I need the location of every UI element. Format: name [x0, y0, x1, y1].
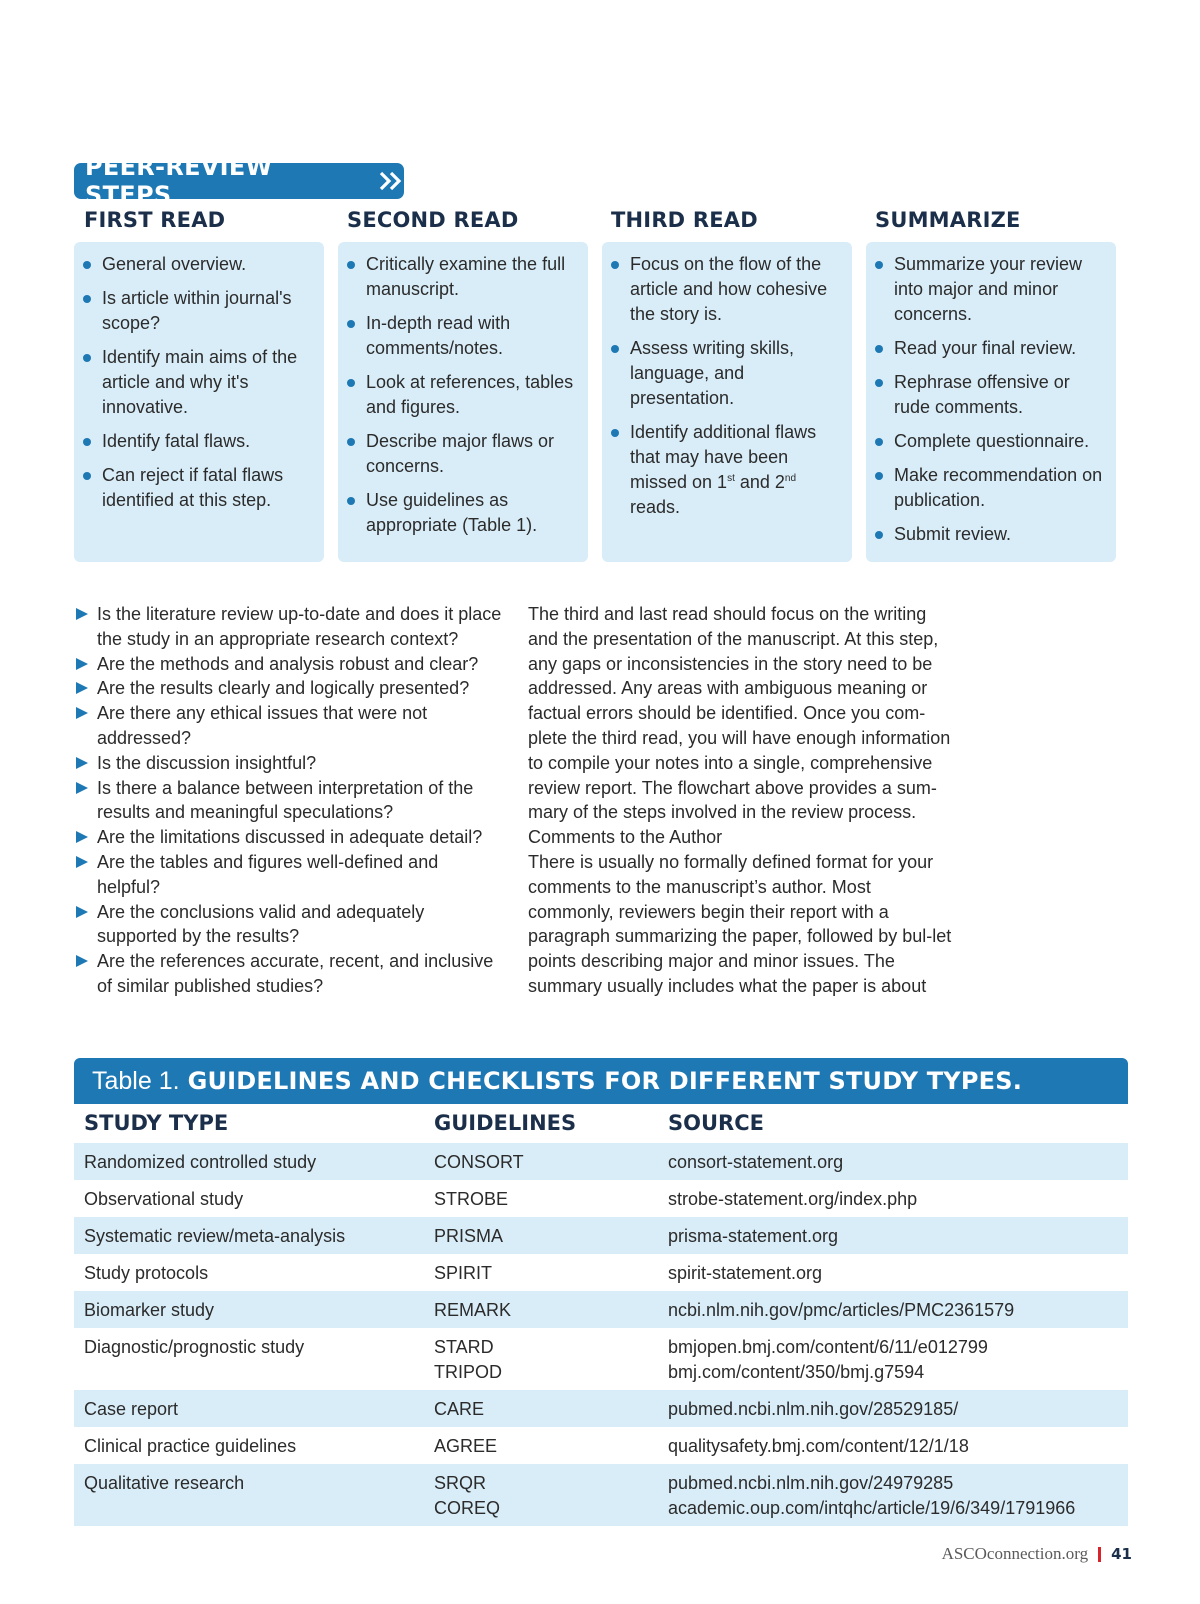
list-item: Are the results clearly and logically presented? — [74, 676, 504, 701]
table-number: Table 1. — [92, 1066, 180, 1095]
step-box-first-read — [74, 242, 324, 562]
bullet-dot-icon — [875, 531, 883, 539]
page-footer — [942, 1544, 1132, 1564]
table-row: Study protocols SPIRIT spirit-statement.org — [84, 1263, 823, 1283]
table-header-row — [74, 1109, 1128, 1143]
list-item: Submit review. — [894, 522, 1106, 547]
bullet-dot-icon — [347, 497, 355, 505]
bullet-dot-icon — [875, 438, 883, 446]
bullet-dot-icon — [347, 320, 355, 328]
step-heading-summarize: SUMMARIZE — [875, 208, 1021, 232]
list-item: Look at references, tables and figures. — [366, 370, 578, 420]
list-item: Read your final review. — [894, 336, 1106, 361]
bullet-dot-icon — [875, 379, 883, 387]
table-row: Qualitative research SRQR COREQ pubmed.ncbi.nlm.nih.gov/24979285 academic.oup.com/intqhc/article/19/6/349/1791966 — [74, 1464, 1128, 1526]
list-item: Make recommendation on publication. — [894, 463, 1106, 513]
list-item: Focus on the flow of the article and how cohesive the story is. — [630, 252, 842, 327]
list-item: Summarize your review into major and minor concerns. — [894, 252, 1106, 327]
table-row: Diagnostic/prognostic study STARD TRIPOD bmjopen.bmj.com/content/6/11/e012799 bmj.com/content/350/bmj.g7594 — [84, 1337, 988, 1382]
bullet-dot-icon — [83, 261, 91, 269]
list-item: Identify fatal flaws. — [102, 429, 314, 454]
step-heading-third-read: THIRD READ — [611, 208, 758, 232]
page-number: 41 — [1111, 1545, 1132, 1563]
step-box-summarize — [866, 242, 1116, 562]
bullet-dot-icon — [83, 295, 91, 303]
footer-site: ASCOconnection.org — [941, 1544, 1089, 1563]
bullet-dot-icon — [347, 438, 355, 446]
list-item: Are there any ethical issues that were not addressed? — [74, 701, 504, 751]
triangle-bullet-icon — [76, 757, 88, 769]
bullet-dot-icon — [611, 261, 619, 269]
table-row: Biomarker study REMARK ncbi.nlm.nih.gov/pmc/articles/PMC2361579 — [74, 1291, 1128, 1328]
column-header-source: SOURCE — [668, 1111, 764, 1135]
comments-subheading: Comments to the Author — [528, 827, 723, 848]
list-item: Identify main aims of the article and why it's innovative. — [102, 345, 314, 420]
list-item: Are the methods and analysis robust and clear? — [74, 652, 504, 677]
triangle-bullet-icon — [76, 955, 88, 967]
bullet-dot-icon — [875, 472, 883, 480]
bullet-dot-icon — [875, 261, 883, 269]
column-header-study-type: STUDY TYPE — [84, 1111, 229, 1135]
table-title: GUIDELINES AND CHECKLISTS FOR DIFFERENT STUDY TYPES. — [187, 1067, 1023, 1095]
list-item: Complete questionnaire. — [894, 429, 1106, 454]
triangle-bullet-icon — [76, 608, 88, 620]
body-text-column — [528, 602, 958, 999]
double-chevron-right-icon — [378, 170, 404, 192]
table-title-bar — [74, 1058, 1128, 1104]
list-item: Are the tables and figures well-defined and helpful? — [74, 850, 504, 900]
triangle-bullet-icon — [76, 782, 88, 794]
triangle-bullet-icon — [76, 682, 88, 694]
bullet-dot-icon — [875, 345, 883, 353]
list-item: General overview. — [102, 252, 314, 277]
bullet-dot-icon — [83, 438, 91, 446]
list-item: Are the references accurate, recent, and inclusive of similar published studies? — [74, 949, 504, 999]
bullet-dot-icon — [83, 354, 91, 362]
list-item: Are the limitations discussed in adequate detail? — [74, 825, 504, 850]
list-item: Critically examine the full manuscript. — [366, 252, 578, 302]
triangle-bullet-icon — [76, 658, 88, 670]
footer-divider — [1098, 1547, 1101, 1562]
bullet-dot-icon — [347, 379, 355, 387]
bullet-dot-icon — [611, 345, 619, 353]
step-heading-first-read: FIRST READ — [84, 208, 226, 232]
step-box-second-read — [338, 242, 588, 562]
table-row: Randomized controlled study CONSORT consort-statement.org — [74, 1143, 1128, 1180]
list-item: Are the conclusions valid and adequately supported by the results? — [74, 900, 504, 950]
list-item: Identify additional flaws that may have been missed on 1st and 2nd reads. — [630, 420, 842, 520]
table-row: Clinical practice guidelines AGREE qualitysafety.bmj.com/content/12/1/18 — [84, 1436, 969, 1456]
table-row: Case report CARE pubmed.ncbi.nlm.nih.gov/28529185/ — [74, 1390, 1128, 1427]
list-item: Assess writing skills, language, and presentation. — [630, 336, 842, 411]
triangle-bullet-icon — [76, 906, 88, 918]
table-body — [74, 1143, 1128, 1526]
table-row: Observational study STROBE strobe-statement.org/index.php — [84, 1189, 918, 1209]
triangle-bullet-icon — [76, 707, 88, 719]
column-header-guidelines: GUIDELINES — [434, 1111, 577, 1135]
banner-title: PEER-REVIEW STEPS — [85, 153, 273, 209]
triangle-bullet-icon — [76, 856, 88, 868]
bullet-dot-icon — [347, 261, 355, 269]
review-question-list — [74, 602, 504, 999]
list-item: Use guidelines as appropriate (Table 1). — [366, 488, 578, 538]
list-item: Describe major flaws or concerns. — [366, 429, 578, 479]
list-item: Is the literature review up-to-date and does it place the study in an appropriate research context? — [74, 602, 504, 652]
table-row: Systematic review/meta-analysis PRISMA prisma-statement.org — [74, 1217, 1128, 1254]
list-item: Is article within journal's scope? — [102, 286, 314, 336]
list-item: In-depth read with comments/notes. — [366, 311, 578, 361]
third-read-paragraph: The third and last read should focus on the writing and the presentation of the manuscript. At this step, any gaps or inconsistencies in the story need to be addressed. Any areas with ambiguous meaning or factual errors should be identified. Once you com-plete the third read, you will have enough information to compile your notes into a single, comprehensive review report. The flowchart above provides a sum-mary of the steps involved in the review process. — [528, 604, 951, 823]
step-box-third-read — [602, 242, 852, 562]
bullet-dot-icon — [611, 429, 619, 437]
list-item: Rephrase offensive or rude comments. — [894, 370, 1106, 420]
step-heading-second-read: SECOND READ — [347, 208, 519, 232]
bullet-dot-icon — [83, 472, 91, 480]
list-item: Is the discussion insightful? — [74, 751, 504, 776]
triangle-bullet-icon — [76, 831, 88, 843]
peer-review-banner — [74, 153, 404, 209]
comments-paragraph: There is usually no formally defined format for your comments to the manuscript’s author. Most commonly, reviewers begin their report with a paragraph summarizing the paper, followed by bul-let points describing major and minor issues. The summary usually includes what the paper is about — [528, 851, 952, 996]
list-item: Is there a balance between interpretation of the results and meaningful speculations? — [74, 776, 504, 826]
list-item: Can reject if fatal flaws identified at this step. — [102, 463, 314, 513]
